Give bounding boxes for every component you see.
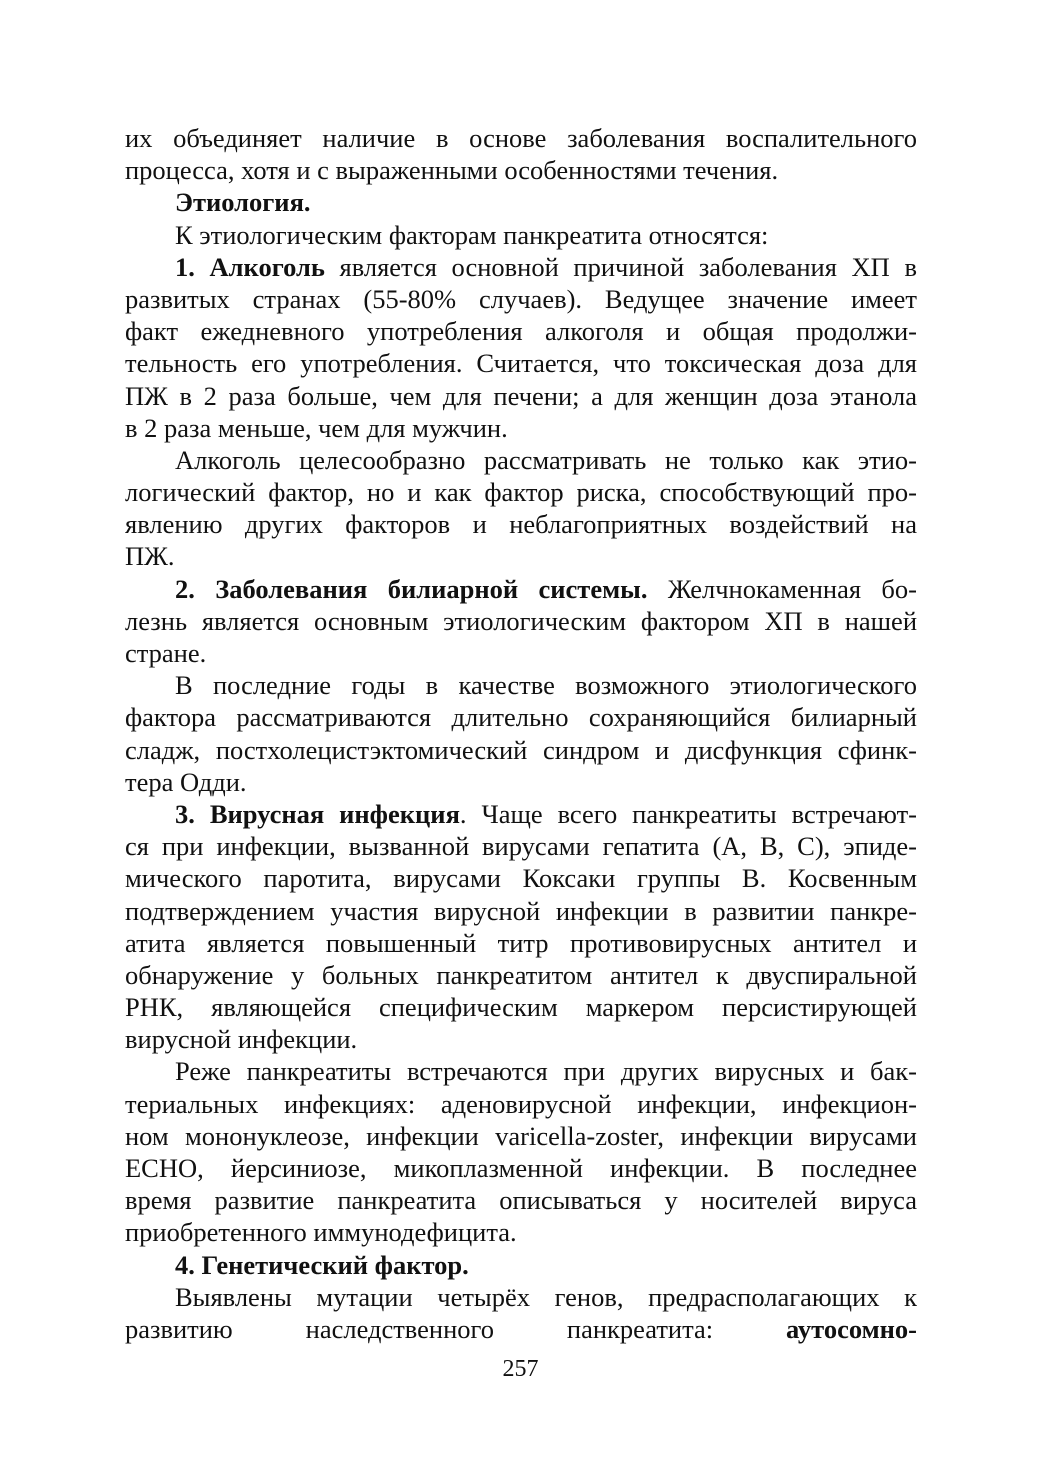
text-line: [125, 669, 917, 701]
text-run: развитых странах (55-80% случаев). Ведущее значение имеет: [125, 283, 917, 314]
text-line: [125, 1216, 917, 1248]
bold-text: 3. Вирусная инфекция: [175, 798, 460, 829]
text-line: [125, 766, 917, 798]
text-line: [125, 605, 917, 637]
text-line: [125, 1313, 917, 1345]
page-number: 257: [502, 1356, 539, 1382]
text-run: мического паротита, вирусами Коксаки группы В. Косвенным: [125, 863, 917, 894]
text-line: [125, 1184, 917, 1216]
text-run: ном мононуклеозе, инфекции varicella-zoster, инфекции вирусами: [125, 1120, 917, 1151]
text-line: [125, 219, 917, 251]
text-line: [125, 1281, 917, 1313]
text-run: их объединяет наличие в основе заболевания воспалительного: [125, 123, 917, 153]
text-line: [125, 895, 917, 927]
text-line: [125, 412, 917, 444]
text-run: К этиологическим факторам панкреатита относятся:: [175, 219, 769, 250]
text-run: ПЖ.: [125, 541, 175, 572]
text-run: ЕСНО, йерсиниозе, микоплазменной инфекции. В последнее: [125, 1153, 917, 1183]
text-run: РНК, являющейся специфическим маркером персистирующей: [125, 992, 917, 1023]
text-run: процесса, хотя и с выраженными особенностями течения.: [125, 155, 779, 186]
text-line: [125, 508, 917, 540]
page-body: [125, 122, 917, 1345]
bold-text: Этиология.: [175, 187, 311, 218]
text-line: [125, 315, 917, 347]
text-line: [125, 1152, 917, 1184]
text-run: приобретенного иммунодефицита.: [125, 1217, 517, 1248]
text-run: стране.: [125, 638, 207, 668]
text-line: [125, 927, 917, 959]
text-line: [125, 701, 917, 733]
text-line: [125, 959, 917, 991]
text-line: [125, 1120, 917, 1152]
text-line: [125, 991, 917, 1023]
text-run: вирусной инфекции.: [125, 1024, 358, 1055]
text-line: [125, 637, 917, 669]
text-run: развитию наследственного панкреатита:: [125, 1313, 787, 1344]
text-line: [125, 186, 917, 218]
text-run: В последние годы в качестве возможного этиологического: [175, 670, 917, 701]
text-line: [125, 1055, 917, 1087]
bold-text: 4. Генетический фактор.: [175, 1249, 469, 1280]
text-line: [125, 1249, 917, 1281]
text-line: [125, 154, 917, 186]
text-run: атита является повышенный титр противовирусных антител и: [125, 927, 917, 958]
bold-text: 1. Алкоголь: [175, 251, 325, 282]
text-line: [125, 1088, 917, 1120]
text-run: Выявлены мутации четырёх генов, предрасполагающих к: [175, 1281, 917, 1312]
text-line: [125, 862, 917, 894]
text-run: в 2 раза меньше, чем для мужчин.: [125, 412, 508, 443]
text-run: обнаружение у больных панкреатитом антител к двуспиральной: [125, 959, 917, 990]
text-run: является основной причиной заболевания ХП в: [324, 251, 917, 282]
text-run: сладж, постхолецистэктомический синдром и дисфункция сфинк-: [125, 734, 917, 765]
text-line: [125, 122, 917, 154]
text-run: териальных инфекциях: аденовирусной инфекции, инфекцион-: [125, 1088, 917, 1119]
text-run: Реже панкреатиты встречаются при других вирусных и бак-: [175, 1056, 917, 1087]
text-line: [125, 1023, 917, 1055]
text-run: ся при инфекции, вызванной вирусами гепатита (А, В, С), эпиде-: [125, 831, 917, 862]
text-run: . Чаще всего панкреатиты встречают-: [459, 798, 917, 829]
bold-text: аутосомно-: [786, 1313, 917, 1344]
text-line: [125, 734, 917, 766]
text-line: [125, 347, 917, 379]
text-run: тера Одди.: [125, 766, 247, 797]
text-run: логический фактор, но и как фактор риска, способствующий про-: [125, 477, 917, 508]
text-line: [125, 380, 917, 412]
text-run: фактора рассматриваются длительно сохраняющийся билиарный: [125, 702, 917, 733]
text-run: факт ежедневного употребления алкоголя и общая продолжи-: [125, 316, 917, 347]
text-run: Желчнокаменная бо-: [647, 573, 917, 604]
text-run: лезнь является основным этиологическим фактором ХП в нашей: [125, 605, 917, 636]
text-line: [125, 444, 917, 476]
text-run: тельность его употребления. Считается, что токсическая доза для: [125, 348, 917, 379]
text-line: [125, 476, 917, 508]
text-line: [125, 251, 917, 283]
text-line: [125, 540, 917, 572]
text-run: явлению других факторов и неблагоприятных воздействий на: [125, 509, 917, 540]
text-run: время развитие панкреатита описываться у носителей вируса: [125, 1185, 917, 1216]
text-line: [125, 798, 917, 830]
text-run: подтверждением участия вирусной инфекции в развитии панкре-: [125, 895, 917, 926]
text-line: [125, 830, 917, 862]
bold-text: 2. Заболевания билиарной системы.: [175, 573, 648, 604]
text-run: ПЖ в 2 раза больше, чем для печени; а для женщин доза этанола: [125, 380, 917, 411]
text-run: Алкоголь целесообразно рассматривать не только как этио-: [175, 444, 917, 475]
text-line: [125, 283, 917, 315]
text-line: [125, 573, 917, 605]
